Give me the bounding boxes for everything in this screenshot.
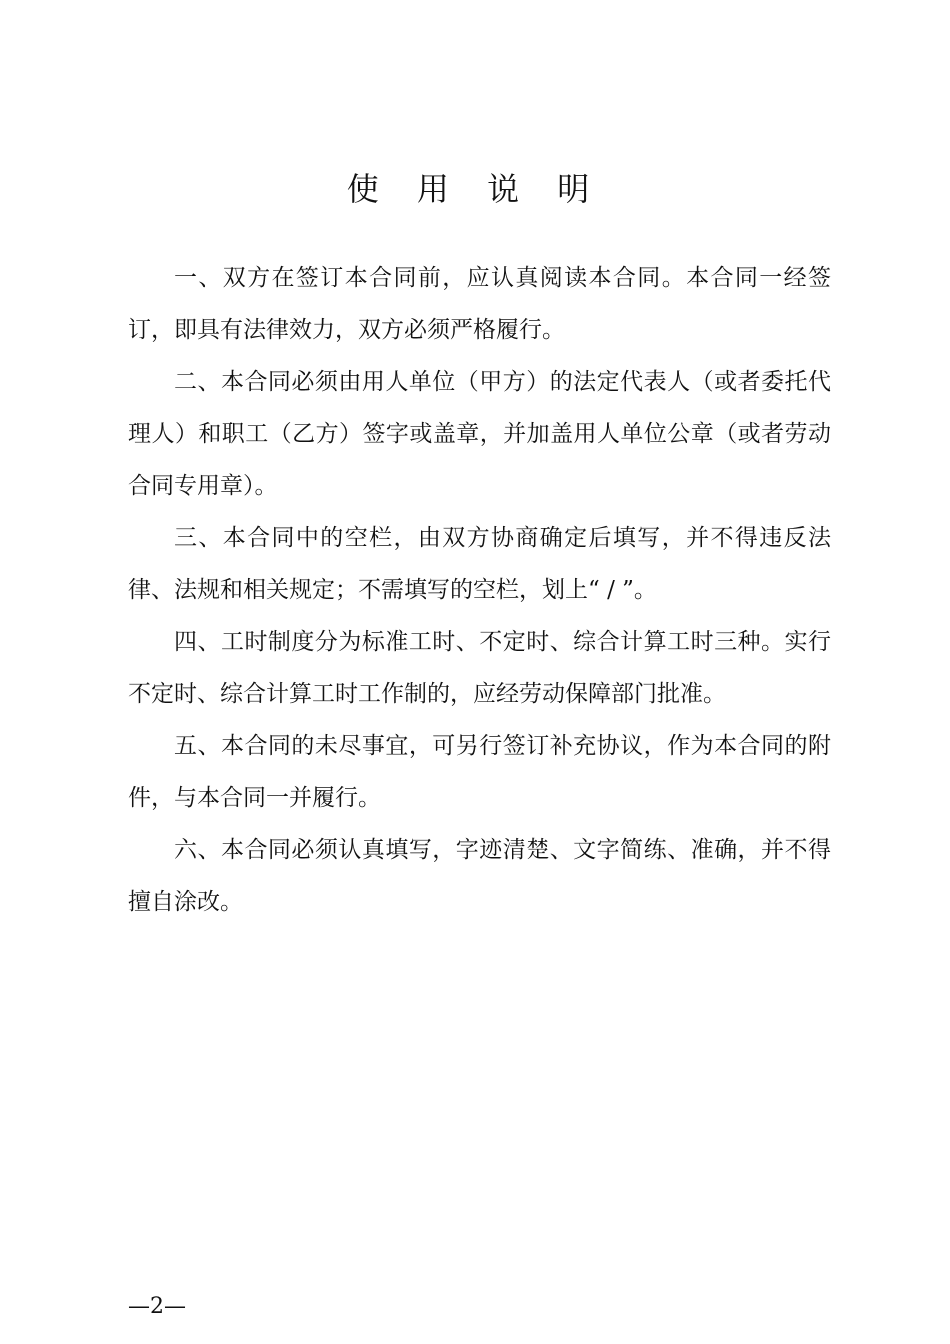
instruction-paragraph-2: 二、本合同必须由用人单位（甲方）的法定代表人（或者委托代理人）和职工（乙方）签字或盖章，并加盖用人单位公章（或者劳动合同专用章）。 <box>128 369 831 499</box>
instruction-paragraph-5: 五、本合同的未尽事宜，可另行签订补充协议，作为本合同的附件，与本合同一并履行。 <box>128 733 831 811</box>
instruction-paragraph-4: 四、工时制度分为标准工时、不定时、综合计算工时三种。实行不定时、综合计算工时工作制的，应经劳动保障部门批准。 <box>128 629 831 707</box>
instruction-paragraph-1: 一、双方在签订本合同前，应认真阅读本合同。本合同一经签订，即具有法律效力，双方必须严格履行。 <box>128 265 831 343</box>
page-number: —2— <box>128 1294 186 1319</box>
instructions-body <box>128 252 831 928</box>
instruction-paragraph-6: 六、本合同必须认真填写，字迹清楚、文字简练、准确，并不得擅自涂改。 <box>128 837 831 915</box>
document-title: 使 用 说 明 <box>346 170 604 209</box>
instruction-paragraph-3: 三、本合同中的空栏，由双方协商确定后填写，并不得违反法律、法规和相关规定；不需填写的空栏，划上“ / ”。 <box>128 525 831 603</box>
